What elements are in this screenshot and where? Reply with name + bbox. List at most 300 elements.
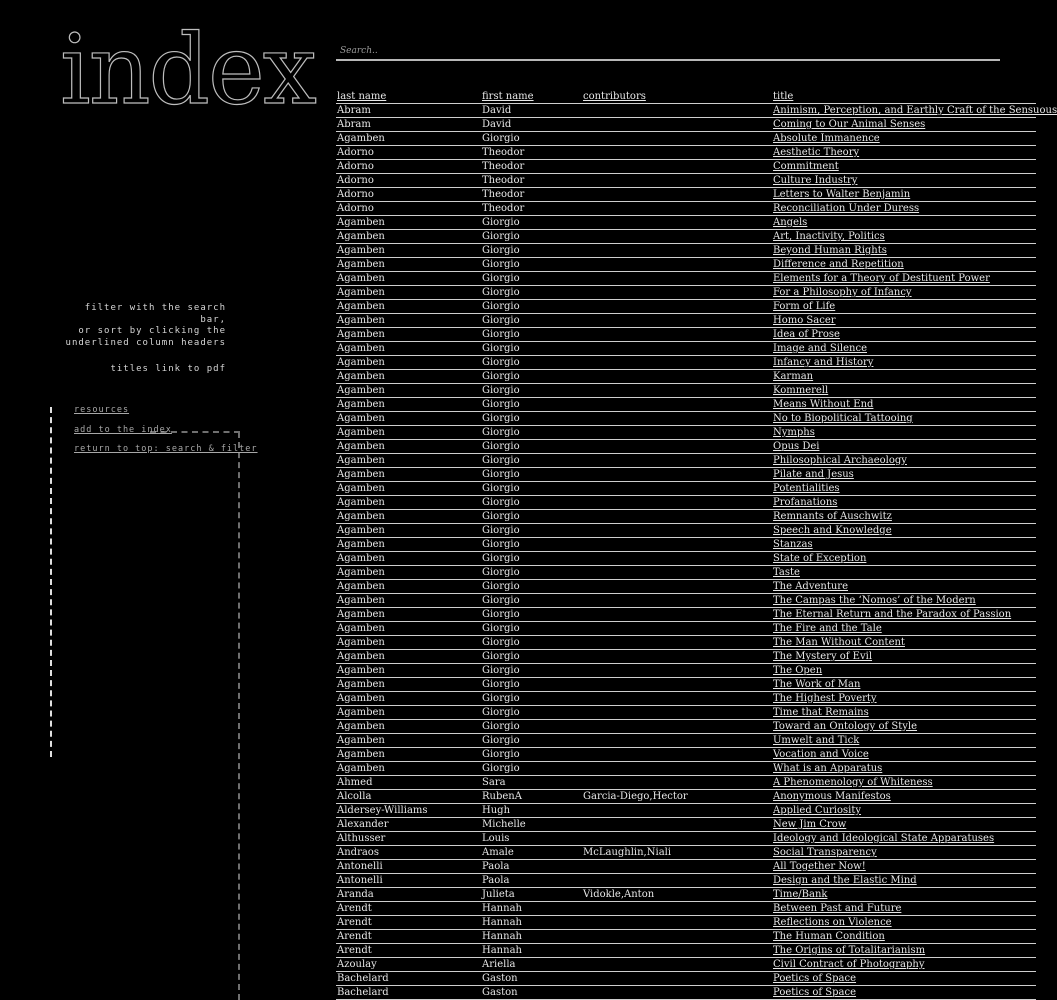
contributors-cell	[582, 832, 772, 846]
title-cell[interactable]	[772, 146, 1036, 160]
first-name-cell: Paola	[481, 860, 582, 874]
last-name-cell: Adorno	[336, 174, 481, 188]
table-row	[336, 776, 1036, 790]
contributors-cell	[582, 664, 772, 678]
title-link[interactable]: Kommerell	[773, 385, 829, 396]
contributors-cell: Vidokle,Anton	[582, 888, 772, 902]
title-link[interactable]: Reconciliation Under Duress	[773, 203, 920, 214]
title-link[interactable]: Social Transparency	[773, 847, 877, 858]
help-text	[60, 303, 226, 376]
column-header-label[interactable]: last name	[337, 91, 387, 102]
last-name-cell: Ahmed	[336, 776, 481, 790]
first-name-cell: Giorgio	[481, 370, 582, 384]
first-name-cell: Giorgio	[481, 412, 582, 426]
contributors-cell	[582, 650, 772, 664]
title-link[interactable]: Time/Bank	[773, 889, 828, 900]
contributors-cell	[582, 174, 772, 188]
table-row	[336, 608, 1036, 622]
first-name-cell: Giorgio	[481, 216, 582, 230]
table-row	[336, 118, 1036, 132]
title-cell[interactable]	[772, 356, 1036, 370]
last-name-cell: Agamben	[336, 398, 481, 412]
contributors-cell	[582, 132, 772, 146]
title-cell[interactable]	[772, 454, 1036, 468]
title-link[interactable]: Pilate and Jesus	[773, 469, 854, 480]
title-cell[interactable]	[772, 706, 1036, 720]
title-cell[interactable]	[772, 636, 1036, 650]
title-cell[interactable]	[772, 398, 1036, 412]
title-cell[interactable]	[772, 888, 1036, 902]
title-link[interactable]: Form of Life	[773, 301, 836, 312]
table-row	[336, 202, 1036, 216]
contributors-cell	[582, 496, 772, 510]
contributors-cell	[582, 972, 772, 986]
table-row	[336, 258, 1036, 272]
contributors-cell	[582, 538, 772, 552]
first-name-cell: Ariella	[481, 958, 582, 972]
first-name-cell: Hannah	[481, 902, 582, 916]
title-link[interactable]: Speech and Knowledge	[773, 525, 892, 536]
title-link[interactable]: Opus Dei	[773, 441, 820, 452]
contributors-cell: Garcia-Diego,Hector	[582, 790, 772, 804]
contributors-cell	[582, 146, 772, 160]
title-link[interactable]: The Work of Man	[773, 679, 861, 690]
title-cell[interactable]	[772, 594, 1036, 608]
help-line-2: or sort by clicking the	[78, 326, 226, 336]
last-name-cell: Agamben	[336, 216, 481, 230]
first-name-cell: Giorgio	[481, 636, 582, 650]
title-link[interactable]: Between Past and Future	[773, 903, 902, 914]
last-name-cell: Bachelard	[336, 986, 481, 1000]
first-name-cell: Julieta	[481, 888, 582, 902]
title-link[interactable]: Animism, Perception, and Earthly Craft of the Sensuous	[773, 105, 1057, 116]
title-link[interactable]: Image and Silence	[773, 343, 867, 354]
title-link[interactable]: Means Without End	[773, 399, 874, 410]
last-name-cell: Abram	[336, 104, 481, 118]
title-link[interactable]: The Eternal Return and the Paradox of Passion	[773, 609, 1012, 620]
title-link[interactable]: The Campas the ‘Nomos’ of the Modern	[773, 595, 976, 606]
title-link[interactable]: Applied Curiosity	[773, 805, 862, 816]
title-link[interactable]: All Together Now!	[773, 861, 866, 872]
title-link[interactable]: Vocation and Voice	[773, 749, 869, 760]
table-row	[336, 132, 1036, 146]
last-name-cell: Agamben	[336, 580, 481, 594]
title-cell[interactable]	[772, 720, 1036, 734]
title-cell[interactable]	[772, 496, 1036, 510]
last-name-cell: Agamben	[336, 510, 481, 524]
title-link[interactable]: Civil Contract of Photography	[773, 959, 925, 970]
title-cell[interactable]	[772, 762, 1036, 776]
last-name-cell: Agamben	[336, 272, 481, 286]
title-cell[interactable]	[772, 944, 1036, 958]
last-name-cell: Agamben	[336, 692, 481, 706]
title-cell[interactable]	[772, 958, 1036, 972]
table-row	[336, 482, 1036, 496]
title-link[interactable]: The Adventure	[773, 581, 848, 592]
contributors-cell	[582, 118, 772, 132]
first-name-cell: Giorgio	[481, 230, 582, 244]
column-header-label[interactable]: contributors	[583, 91, 646, 102]
first-name-cell: Giorgio	[481, 272, 582, 286]
title-cell[interactable]	[772, 552, 1036, 566]
title-link[interactable]: Difference and Repetition	[773, 259, 904, 270]
title-cell[interactable]	[772, 664, 1036, 678]
title-link[interactable]: The Mystery of Evil	[773, 651, 873, 662]
title-link[interactable]: Homo Sacer	[773, 315, 836, 326]
last-name-cell: Aldersey-Williams	[336, 804, 481, 818]
last-name-cell: Bachelard	[336, 972, 481, 986]
title-link[interactable]: Beyond Human Rights	[773, 245, 887, 256]
title-link[interactable]: For a Philosophy of Infancy	[773, 287, 912, 298]
column-header-label[interactable]: title	[773, 91, 794, 102]
title-link[interactable]: Elements for a Theory of Destituent Power	[773, 273, 990, 284]
table-row	[336, 566, 1036, 580]
title-cell[interactable]	[772, 160, 1036, 174]
title-link[interactable]: Ideology and Ideological State Apparatuses	[773, 833, 995, 844]
contributors-cell	[582, 524, 772, 538]
table-row	[336, 300, 1036, 314]
title-link[interactable]: Aesthetic Theory	[773, 147, 860, 158]
first-name-cell: Hannah	[481, 944, 582, 958]
title-cell[interactable]	[772, 482, 1036, 496]
title-link[interactable]: Poetics of Space	[773, 973, 857, 984]
first-name-cell: Giorgio	[481, 762, 582, 776]
last-name-cell: Agamben	[336, 636, 481, 650]
title-link[interactable]: The Open	[773, 665, 823, 676]
title-cell[interactable]	[772, 818, 1036, 832]
title-link[interactable]: The Human Condition	[773, 931, 885, 942]
title-cell[interactable]	[772, 748, 1036, 762]
nav-link-resources[interactable]: resources	[74, 405, 130, 415]
title-link[interactable]: Umwelt and Tick	[773, 735, 860, 746]
last-name-cell: Agamben	[336, 482, 481, 496]
table-row	[336, 874, 1036, 888]
first-name-cell: David	[481, 104, 582, 118]
title-cell[interactable]	[772, 832, 1036, 846]
title-link[interactable]: Coming to Our Animal Senses	[773, 119, 926, 130]
title-link[interactable]: The Origins of Totalitarianism	[773, 945, 926, 956]
table-row	[336, 678, 1036, 692]
contributors-cell	[582, 580, 772, 594]
table-row	[336, 902, 1036, 916]
contributors-cell	[582, 202, 772, 216]
title-cell[interactable]	[772, 580, 1036, 594]
contributors-cell	[582, 426, 772, 440]
contributors-cell	[582, 804, 772, 818]
title-link[interactable]: Infancy and History	[773, 357, 874, 368]
table-row	[336, 286, 1036, 300]
contributors-cell	[582, 104, 772, 118]
contributors-cell	[582, 748, 772, 762]
title-cell[interactable]	[772, 524, 1036, 538]
table-row	[336, 720, 1036, 734]
contributors-cell	[582, 678, 772, 692]
title-link[interactable]: Design and the Elastic Mind	[773, 875, 917, 886]
first-name-cell: Louis	[481, 832, 582, 846]
last-name-cell: Alexander	[336, 818, 481, 832]
title-cell[interactable]	[772, 272, 1036, 286]
title-link[interactable]: Toward an Ontology of Style	[773, 721, 918, 732]
title-cell[interactable]	[772, 104, 1057, 118]
title-link[interactable]: No to Biopolitical Tattooing	[773, 413, 913, 424]
first-name-cell: Hannah	[481, 930, 582, 944]
last-name-cell: Agamben	[336, 608, 481, 622]
table-row	[336, 832, 1036, 846]
title-cell[interactable]	[772, 916, 1036, 930]
title-cell[interactable]	[772, 286, 1036, 300]
title-cell[interactable]	[772, 692, 1036, 706]
title-cell[interactable]	[772, 790, 1036, 804]
title-cell[interactable]	[772, 678, 1036, 692]
contributors-cell	[582, 482, 772, 496]
title-link[interactable]: Angels	[773, 217, 808, 228]
title-cell[interactable]	[772, 860, 1036, 874]
contributors-cell	[582, 874, 772, 888]
search-input[interactable]	[336, 43, 1000, 61]
first-name-cell: Gaston	[481, 972, 582, 986]
title-link[interactable]: The Fire and the Tale	[773, 623, 882, 634]
title-cell[interactable]	[772, 244, 1036, 258]
first-name-cell: Giorgio	[481, 552, 582, 566]
title-cell[interactable]	[772, 510, 1036, 524]
title-link[interactable]: Philosophical Archaeology	[773, 455, 907, 466]
last-name-cell: Arendt	[336, 916, 481, 930]
title-link[interactable]: Anonymous Manifestos	[773, 791, 891, 802]
contributors-cell	[582, 384, 772, 398]
title-cell[interactable]	[772, 370, 1036, 384]
title-cell[interactable]	[772, 174, 1036, 188]
first-name-cell: Giorgio	[481, 244, 582, 258]
title-cell[interactable]	[772, 538, 1036, 552]
title-cell[interactable]	[772, 188, 1036, 202]
contributors-cell	[582, 916, 772, 930]
table-row	[336, 650, 1036, 664]
table-row	[336, 468, 1036, 482]
table-row	[336, 762, 1036, 776]
nav-link-return-to-top[interactable]: return to top: search & filter	[74, 444, 258, 454]
first-name-cell: Giorgio	[481, 342, 582, 356]
title-cell[interactable]	[772, 118, 1036, 132]
last-name-cell: Azoulay	[336, 958, 481, 972]
table-row	[336, 986, 1036, 1000]
last-name-cell: Agamben	[336, 650, 481, 664]
title-cell[interactable]	[772, 384, 1036, 398]
first-name-cell: Giorgio	[481, 300, 582, 314]
title-cell[interactable]	[772, 314, 1036, 328]
contributors-cell	[582, 342, 772, 356]
title-link[interactable]: Profanations	[773, 497, 838, 508]
contributors-cell	[582, 958, 772, 972]
title-link[interactable]: The Man Without Content	[773, 637, 905, 648]
last-name-cell: Agamben	[336, 748, 481, 762]
contributors-cell: McLaughlin,Niali	[582, 846, 772, 860]
column-header-contributors[interactable]	[582, 90, 772, 104]
title-cell[interactable]	[772, 902, 1036, 916]
title-cell[interactable]	[772, 622, 1036, 636]
title-cell[interactable]	[772, 468, 1036, 482]
first-name-cell: Hugh	[481, 804, 582, 818]
first-name-cell: Giorgio	[481, 482, 582, 496]
title-cell[interactable]	[772, 342, 1036, 356]
last-name-cell: Agamben	[336, 552, 481, 566]
first-name-cell: Amale	[481, 846, 582, 860]
title-link[interactable]: A Phenomenology of Whiteness	[773, 777, 933, 788]
first-name-cell: Giorgio	[481, 608, 582, 622]
contributors-cell	[582, 762, 772, 776]
column-header-label[interactable]: first name	[482, 91, 534, 102]
title-cell[interactable]	[772, 734, 1036, 748]
table-row	[336, 552, 1036, 566]
title-cell[interactable]	[772, 132, 1036, 146]
contributors-cell	[582, 860, 772, 874]
title-link[interactable]: Reflections on Violence	[773, 917, 892, 928]
title-cell[interactable]	[772, 776, 1036, 790]
title-cell[interactable]	[772, 930, 1036, 944]
table-row	[336, 314, 1036, 328]
title-cell[interactable]	[772, 846, 1036, 860]
table-row	[336, 524, 1036, 538]
last-name-cell: Agamben	[336, 356, 481, 370]
title-link[interactable]: Absolute Immanence	[773, 133, 880, 144]
title-link[interactable]: Commitment	[773, 161, 839, 172]
table-row	[336, 146, 1036, 160]
contributors-cell	[582, 356, 772, 370]
last-name-cell: Agamben	[336, 622, 481, 636]
table-row	[336, 930, 1036, 944]
title-link[interactable]: Culture Industry	[773, 175, 858, 186]
last-name-cell: Agamben	[336, 664, 481, 678]
last-name-cell: Adorno	[336, 146, 481, 160]
column-header-last-name[interactable]	[336, 90, 481, 104]
table-row	[336, 216, 1036, 230]
title-link[interactable]: New Jim Crow	[773, 819, 847, 830]
title-cell[interactable]	[772, 426, 1036, 440]
last-name-cell: Aranda	[336, 888, 481, 902]
title-cell[interactable]	[772, 230, 1036, 244]
contributors-cell	[582, 244, 772, 258]
contributors-cell	[582, 286, 772, 300]
first-name-cell: Giorgio	[481, 748, 582, 762]
table-row	[336, 580, 1036, 594]
last-name-cell: Agamben	[336, 524, 481, 538]
first-name-cell: Theodor	[481, 174, 582, 188]
first-name-cell: Theodor	[481, 146, 582, 160]
contributors-cell	[582, 986, 772, 1000]
last-name-cell: Arendt	[336, 944, 481, 958]
first-name-cell: Giorgio	[481, 314, 582, 328]
contributors-cell	[582, 440, 772, 454]
first-name-cell: Giorgio	[481, 706, 582, 720]
title-cell[interactable]	[772, 202, 1036, 216]
last-name-cell: Antonelli	[336, 874, 481, 888]
table-row	[336, 888, 1036, 902]
title-cell[interactable]	[772, 412, 1036, 426]
first-name-cell: Giorgio	[481, 622, 582, 636]
last-name-cell: Adorno	[336, 160, 481, 174]
title-link[interactable]: Potentialities	[773, 483, 840, 494]
table-header-row	[336, 90, 1036, 104]
title-link[interactable]: Nymphs	[773, 427, 815, 438]
title-cell[interactable]	[772, 874, 1036, 888]
title-link[interactable]: Poetics of Space	[773, 987, 857, 998]
title-cell[interactable]	[772, 328, 1036, 342]
index-table	[336, 90, 1057, 1000]
title-cell[interactable]	[772, 258, 1036, 272]
table-row	[336, 356, 1036, 370]
title-link[interactable]: Stanzas	[773, 539, 813, 550]
table-row	[336, 818, 1036, 832]
table-row	[336, 398, 1036, 412]
table-row	[336, 636, 1036, 650]
title-link[interactable]: Letters to Walter Benjamin	[773, 189, 911, 200]
title-link[interactable]: Remnants of Auschwitz	[773, 511, 892, 522]
title-link[interactable]: Karman	[773, 371, 814, 382]
title-cell[interactable]	[772, 804, 1036, 818]
table-row	[336, 790, 1036, 804]
contributors-cell	[582, 398, 772, 412]
last-name-cell: Agamben	[336, 734, 481, 748]
last-name-cell: Agamben	[336, 594, 481, 608]
table-row	[336, 958, 1036, 972]
first-name-cell: Giorgio	[481, 454, 582, 468]
title-cell[interactable]	[772, 972, 1036, 986]
title-link[interactable]: State of Exception	[773, 553, 867, 564]
title-cell[interactable]	[772, 300, 1036, 314]
title-link[interactable]: The Highest Poverty	[773, 693, 877, 704]
table-row	[336, 706, 1036, 720]
last-name-cell: Agamben	[336, 440, 481, 454]
nav-link-add-to-index[interactable]: add to the index	[74, 424, 172, 435]
column-header-first-name[interactable]	[481, 90, 582, 104]
last-name-cell: Agamben	[336, 244, 481, 258]
title-cell[interactable]	[772, 986, 1036, 1000]
title-cell[interactable]	[772, 650, 1036, 664]
last-name-cell: Antonelli	[336, 860, 481, 874]
contributors-cell	[582, 552, 772, 566]
last-name-cell: Agamben	[336, 314, 481, 328]
table-row	[336, 328, 1036, 342]
title-link[interactable]: What is an Apparatus	[773, 763, 883, 774]
contributors-cell	[582, 412, 772, 426]
title-link[interactable]: Taste	[773, 567, 800, 578]
title-cell[interactable]	[772, 566, 1036, 580]
first-name-cell: RubenA	[481, 790, 582, 804]
table-row	[336, 496, 1036, 510]
title-cell[interactable]	[772, 216, 1036, 230]
first-name-cell: Giorgio	[481, 650, 582, 664]
title-cell[interactable]	[772, 440, 1036, 454]
first-name-cell: Giorgio	[481, 580, 582, 594]
column-header-title[interactable]	[772, 90, 1036, 104]
first-name-cell: Giorgio	[481, 734, 582, 748]
title-link[interactable]: Art, Inactivity, Politics	[773, 231, 885, 242]
first-name-cell: Theodor	[481, 188, 582, 202]
first-name-cell: Giorgio	[481, 720, 582, 734]
last-name-cell: Agamben	[336, 720, 481, 734]
title-link[interactable]: Time that Remains	[773, 707, 869, 718]
table-row	[336, 412, 1036, 426]
title-link[interactable]: Idea of Prose	[773, 329, 840, 340]
site-logo: index	[60, 14, 315, 126]
contributors-cell	[582, 454, 772, 468]
contributors-cell	[582, 258, 772, 272]
contributors-cell	[582, 160, 772, 174]
last-name-cell: Agamben	[336, 370, 481, 384]
title-cell[interactable]	[772, 608, 1036, 622]
last-name-cell: Althusser	[336, 832, 481, 846]
first-name-cell: Giorgio	[481, 440, 582, 454]
table-row	[336, 860, 1036, 874]
